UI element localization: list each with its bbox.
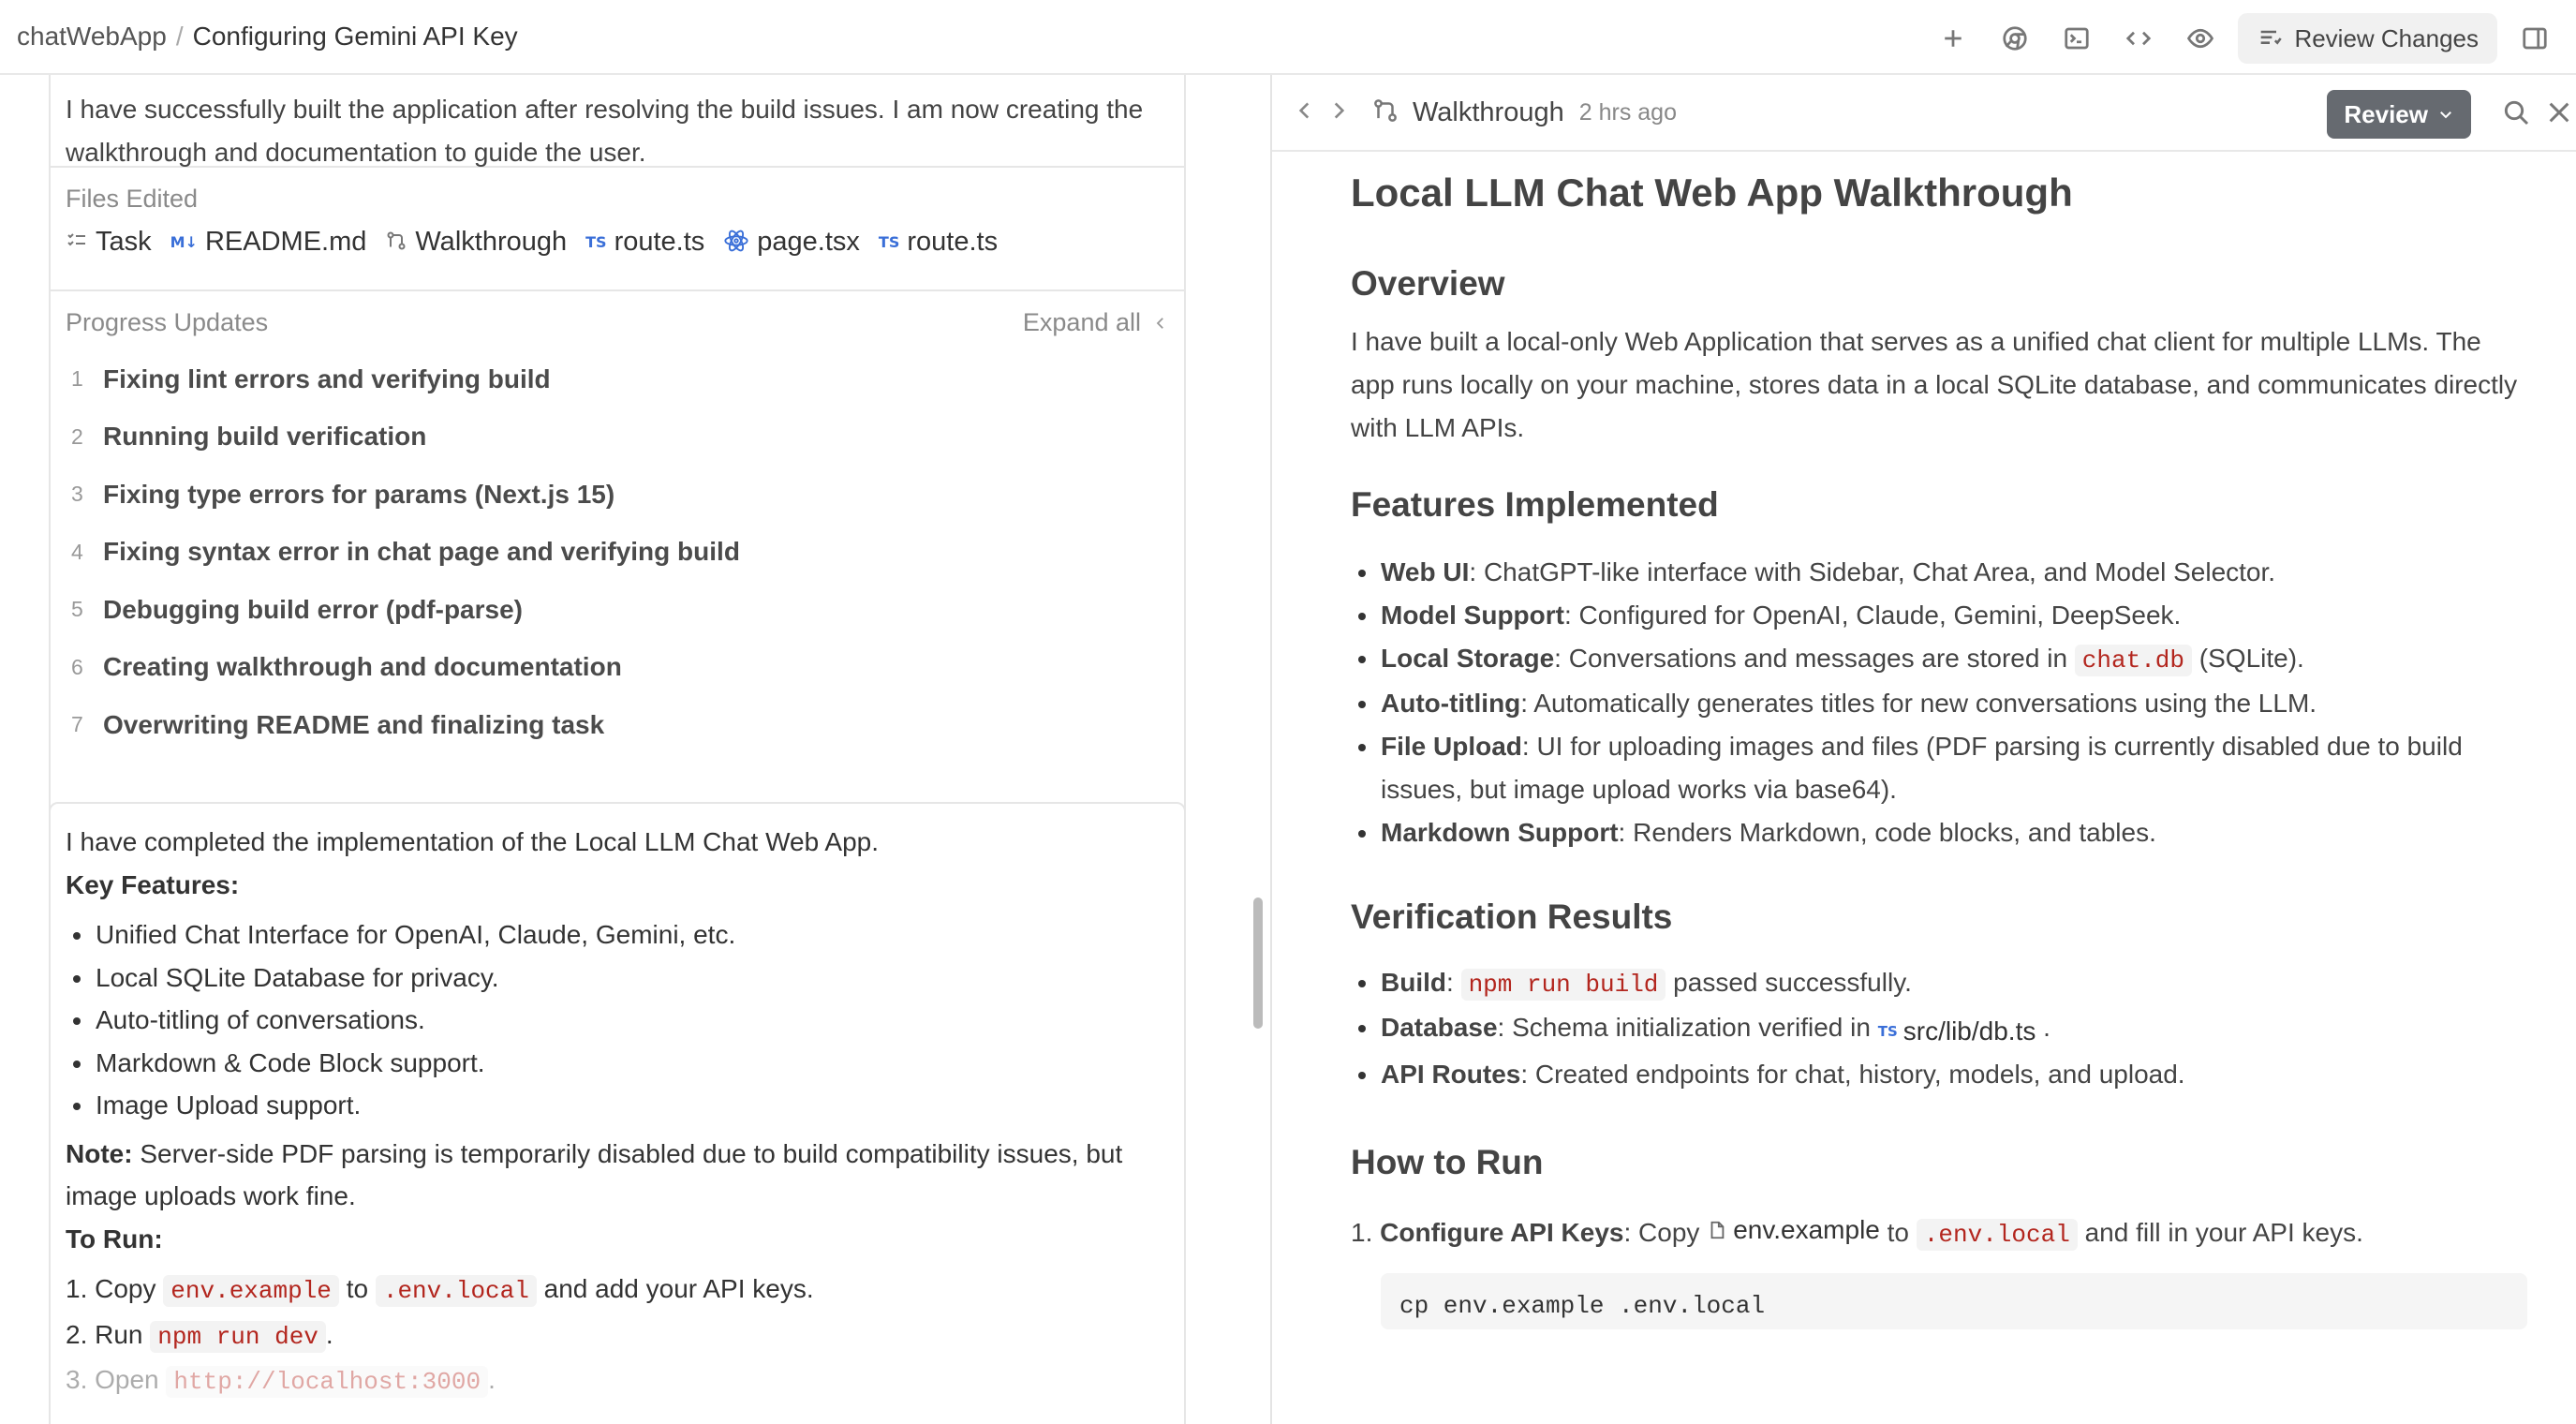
item-label: Web UI: [1381, 557, 1470, 586]
progress-updates: [51, 291, 1184, 754]
step-number: 1: [71, 366, 83, 392]
item-label: API Routes: [1381, 1060, 1521, 1089]
note-label: Note:: [66, 1138, 133, 1168]
file-chip-route-2[interactable]: [879, 227, 998, 258]
list-item: [1351, 1053, 2527, 1096]
file-link-label: env.example: [1733, 1215, 1880, 1244]
inline-code: .env.local: [376, 1275, 537, 1307]
typescript-icon: TS: [585, 233, 607, 251]
item-text: .: [2036, 1013, 2050, 1042]
step-number: 6: [71, 654, 83, 679]
step-number: 3: [71, 482, 83, 507]
expand-all-button[interactable]: [1023, 308, 1169, 337]
plus-icon[interactable]: [1929, 14, 1977, 63]
item-text: : ChatGPT-like interface with Sidebar, Chat Area, and Model Selector.: [1469, 557, 2276, 586]
inline-code: .env.local: [1917, 1219, 2078, 1251]
walkthrough-title: Walkthrough: [1413, 96, 1564, 127]
files-edited-section: [51, 168, 1184, 291]
item-label: Auto-titling: [1381, 689, 1521, 718]
top-bar: [0, 0, 2576, 75]
list-item: Image Upload support.: [66, 1084, 1169, 1127]
item-label: File Upload: [1381, 732, 1522, 761]
file-name: page.tsx: [757, 227, 860, 257]
code-block[interactable]: cp env.example .env.local: [1381, 1273, 2527, 1329]
progress-step[interactable]: [66, 408, 1169, 467]
item-text: : UI for uploading images and files (PDF parsing is currently disabled due to build issues, but image upload works via base64).: [1381, 732, 2463, 804]
list-item: [1351, 682, 2527, 725]
file-link[interactable]: [1878, 1010, 2036, 1053]
summary-intro: I have completed the implementation of the Local LLM Chat Web App.: [66, 827, 879, 856]
list-item: [1351, 637, 2527, 682]
file-chip-task[interactable]: [66, 227, 152, 258]
how-to-list: [1351, 1209, 2527, 1256]
key-features-label: Key Features:: [66, 869, 240, 899]
section-heading: Overview: [1351, 264, 1505, 303]
back-icon[interactable]: [1293, 98, 1317, 127]
list-item: Unified Chat Interface for OpenAI, Claude, Gemini, etc.: [66, 913, 1169, 957]
to-run-label: To Run:: [66, 1224, 163, 1253]
list-item: [1351, 1209, 2527, 1256]
chrome-icon[interactable]: [1991, 14, 2039, 63]
file-name: README.md: [204, 227, 367, 257]
verification-list: [1351, 961, 2527, 1096]
item-text: : Conversations and messages are stored in: [1554, 644, 2075, 673]
file-name: route.ts: [907, 227, 999, 257]
step-number: 4: [71, 539, 83, 564]
review-changes-label: Review Changes: [2294, 23, 2479, 52]
section-heading: How to Run: [1351, 1143, 1544, 1181]
key-features-list: [66, 913, 1169, 1127]
progress-step[interactable]: [66, 581, 1169, 639]
item-label: Database: [1381, 1013, 1498, 1042]
file-link[interactable]: [1707, 1209, 1880, 1252]
eye-icon[interactable]: [2176, 14, 2225, 63]
files-edited-label: Files Edited: [66, 185, 199, 213]
code-icon[interactable]: [2114, 14, 2163, 63]
list-item: [1351, 551, 2527, 594]
item-text: :: [1446, 968, 1461, 997]
step-text: Creating walkthrough and documentation: [103, 652, 622, 682]
item-label: Model Support: [1381, 601, 1564, 630]
item-text: and fill in your API keys.: [2077, 1218, 2363, 1247]
file-chip-page[interactable]: [723, 227, 860, 258]
note: [66, 1133, 1169, 1218]
run-text: to: [338, 1274, 376, 1303]
status-message: I have successfully built the application after resolving the build issues. I am now creating the walkthrough and documentation to guide the user.: [51, 75, 1184, 168]
progress-card: [49, 75, 1186, 838]
step-text: Fixing type errors for params (Next.js 15): [103, 479, 615, 509]
features-list: [1351, 551, 2527, 854]
overview-text: I have built a local-only Web Application that serves as a unified chat client for multiple LLMs. The app runs locally on your machine, stores data in a local SQLite database, and communicates directly with LLM APIs.: [1351, 327, 2518, 442]
item-text: : Copy: [1623, 1218, 1708, 1247]
run-text: .: [325, 1319, 333, 1349]
file-icon: [1707, 1219, 1727, 1241]
item-text: : Renders Markdown, code blocks, and tables.: [1618, 818, 2156, 847]
forward-icon[interactable]: [1326, 98, 1351, 127]
step-number: 2: [71, 423, 83, 449]
step-text: Running build verification: [103, 422, 427, 452]
item-label: Build: [1381, 968, 1446, 997]
markdown-icon: M↓: [170, 233, 198, 251]
list-icon: [2257, 25, 2283, 52]
run-text: 3. Open: [66, 1365, 167, 1394]
progress-step[interactable]: [66, 350, 1169, 408]
step-number: 5: [71, 597, 83, 622]
walkthrough-icon: [385, 230, 407, 256]
list-item: Markdown & Code Block support.: [66, 1042, 1169, 1085]
walkthrough-document: [1272, 163, 2576, 1329]
search-icon[interactable]: [2501, 97, 2531, 132]
terminal-icon[interactable]: [2052, 14, 2101, 63]
item-text: to: [1879, 1218, 1917, 1247]
list-item: Auto-titling of conversations.: [66, 999, 1169, 1042]
progress-step[interactable]: [66, 696, 1169, 754]
file-link-label: src/lib/db.ts: [1902, 1016, 2036, 1046]
review-label: Review: [2344, 99, 2428, 128]
typescript-icon: TS: [878, 233, 900, 251]
list-item: [1351, 961, 2527, 1006]
inline-code: npm run build: [1461, 969, 1666, 1001]
file-name: Walkthrough: [415, 227, 568, 257]
item-text: passed successfully.: [1666, 968, 1912, 997]
list-item: [1351, 725, 2527, 811]
run-step-2: [66, 1313, 1169, 1359]
breadcrumb: [17, 22, 518, 52]
step-number: 7: [71, 712, 83, 737]
run-step-1: [66, 1268, 1169, 1313]
item-label: Markdown Support: [1381, 818, 1619, 847]
chevron-left-icon: [1152, 315, 1169, 332]
breadcrumb-app[interactable]: chatWebApp: [17, 22, 167, 51]
section-heading: Verification Results: [1351, 897, 1673, 936]
inline-code: http://localhost:3000: [166, 1366, 488, 1398]
progress-step[interactable]: [66, 524, 1169, 582]
checklist-icon: [66, 230, 88, 256]
review-dropdown-button[interactable]: [2327, 90, 2471, 139]
step-text: Fixing syntax error in chat page and verifying build: [103, 537, 740, 567]
run-text: and add your API keys.: [536, 1274, 814, 1303]
run-text: 1. Copy: [66, 1274, 164, 1303]
item-text: : Configured for OpenAI, Claude, Gemini, DeepSeek.: [1563, 601, 2182, 630]
inline-code: npm run dev: [150, 1321, 326, 1353]
review-changes-button[interactable]: [2238, 13, 2497, 64]
typescript-icon: TS: [1877, 1023, 1898, 1040]
progress-step[interactable]: [66, 639, 1169, 697]
item-text: (SQLite).: [2192, 644, 2304, 673]
chat-pane: [0, 75, 1270, 1424]
close-icon[interactable]: [2544, 97, 2574, 132]
run-text: 2. Run: [66, 1319, 151, 1349]
list-item: Local SQLite Database for privacy.: [66, 957, 1169, 1000]
note-text: Server-side PDF parsing is temporarily disabled due to build compatibility issues, but image uploads work fine.: [66, 1138, 1123, 1210]
list-item: [1351, 811, 2527, 854]
run-text: .: [488, 1365, 496, 1394]
walkthrough-icon: [1371, 96, 1399, 129]
section-heading: Features Implemented: [1351, 485, 1719, 524]
item-text: : Created endpoints for chat, history, models, and upload.: [1520, 1060, 2185, 1089]
breadcrumb-separator: /: [175, 22, 184, 51]
file-name: route.ts: [614, 227, 705, 257]
inline-code: chat.db: [2075, 645, 2192, 676]
list-item: [1351, 1006, 2527, 1053]
step-text: Debugging build error (pdf-parse): [103, 594, 523, 624]
item-number: 1.: [1351, 1218, 1381, 1247]
inline-code: env.example: [163, 1275, 339, 1307]
list-item: [1351, 594, 2527, 637]
expand-all-label: Expand all: [1022, 308, 1141, 336]
walkthrough-header: [1272, 75, 2576, 152]
chevron-down-icon: [2437, 106, 2454, 123]
run-step-3: [66, 1358, 1169, 1404]
item-text: : Schema initialization verified in: [1497, 1013, 1878, 1042]
walkthrough-pane: [1272, 75, 2576, 1424]
file-chip-route[interactable]: [585, 227, 704, 258]
doc-title: Local LLM Chat Web App Walkthrough: [1351, 171, 2073, 215]
item-label: Local Storage: [1381, 644, 1555, 673]
item-label: Configure API Keys: [1380, 1218, 1624, 1247]
sidebar-toggle-icon[interactable]: [2510, 14, 2559, 63]
timestamp: 2 hrs ago: [1578, 98, 1677, 126]
react-icon: [723, 228, 749, 258]
step-text: Overwriting README and finalizing task: [103, 709, 605, 739]
summary-message: [49, 802, 1186, 1424]
progress-step[interactable]: [66, 466, 1169, 524]
page-title: Configuring Gemini API Key: [192, 22, 518, 51]
file-chip-readme[interactable]: [170, 227, 367, 258]
scrollbar[interactable]: [1253, 897, 1263, 1029]
file-name: Task: [96, 227, 152, 257]
item-text: : Automatically generates titles for new conversations using the LLM.: [1520, 689, 2317, 718]
file-chip-walkthrough[interactable]: [385, 227, 567, 258]
progress-updates-label: Progress Updates: [66, 308, 269, 336]
step-text: Fixing lint errors and verifying build: [103, 363, 551, 393]
